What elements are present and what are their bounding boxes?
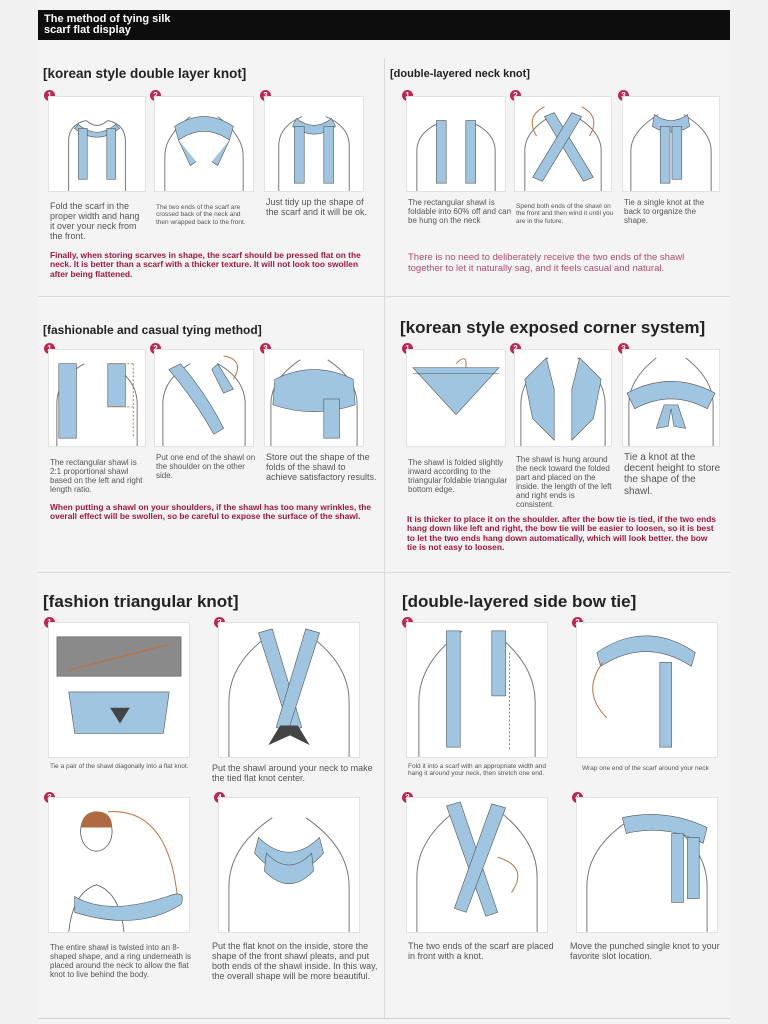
scarf-illustration (577, 798, 717, 932)
step-caption: The rectangular shawl is 2:1 proportional shawl based on the left and right length ratio. (50, 458, 143, 494)
step-caption: Fold the scarf in the proper width and hang it over your neck from the front. (50, 201, 140, 242)
step-caption: Put the shawl around your neck to make the tied flat knot center. (212, 763, 373, 784)
section-note: When putting a shawl on your shoulders, if the shawl has too many wrinkles, the overall effect will be swollen, so be careful to expose the surface of the shawl. (50, 502, 372, 522)
scarf-illustration (515, 350, 611, 446)
step-caption: Tie a pair of the shawl diagonally into a flat knot. (50, 763, 189, 770)
illustration-box (264, 349, 364, 447)
scarf-illustration (515, 97, 611, 191)
step-caption: Tie a knot at the decent height to store the shape of the shawl. (624, 452, 721, 497)
illustration-box (622, 349, 720, 447)
step-caption: Put one end of the shawl on the shoulder on the other side. (156, 453, 256, 480)
row-divider-1 (38, 296, 730, 297)
scarf-illustration (219, 798, 359, 932)
section-title-fashion-triangular: [fashion triangular knot] (43, 592, 239, 611)
bottom-divider (38, 1018, 730, 1019)
step-caption: The two ends of the scarf are crossed back of the neck and then wrapped back to the front. (156, 204, 246, 226)
step-caption: The two ends of the scarf are placed in front with a knot. (408, 941, 554, 962)
section-title-double-layered-side-bow: [double-layered side bow tie] (402, 592, 637, 611)
step-caption: Spend both ends of the shawl on the front and then wind it until you are in the future. (516, 203, 614, 225)
column-divider (384, 58, 385, 1018)
illustration-box (406, 349, 506, 447)
header-title-line1: The method of tying silk (44, 13, 171, 25)
scarf-illustration (155, 97, 253, 191)
scarf-illustration (407, 97, 505, 191)
scarf-illustration (155, 350, 253, 446)
scarf-illustration (623, 350, 719, 446)
scarf-illustration (219, 623, 359, 757)
illustration-box (218, 797, 360, 933)
illustration-box (154, 96, 254, 192)
section-title-korean-double-layer: [korean style double layer knot] (43, 66, 247, 81)
scarf-illustration (407, 623, 547, 757)
section-note: It is thicker to place it on the shoulder. after the bow tie is tied, if the two ends hang down like left and right, the bow tie will be easier to loosen, so it is best to let the two ends hang down automatically, which will look better. the bow tie is not easy to loosen. (407, 514, 716, 553)
illustration-box (48, 96, 146, 192)
section-title-double-layered-neck: [double-layered neck knot] (390, 68, 530, 80)
step-caption: The shawl is hung around the neck toward the folded part and placed on the inside. the length of the left and right ends is consistent. (516, 455, 612, 509)
illustration-box (406, 622, 548, 758)
page-header (38, 10, 730, 40)
scarf-illustration (49, 350, 145, 446)
step-caption: Move the punched single knot to your favorite slot location. (570, 941, 720, 962)
illustration-box (218, 622, 360, 758)
scarf-illustration (623, 97, 719, 191)
illustration-box (406, 96, 506, 192)
section-title-korean-exposed-corner: [korean style exposed corner system] (400, 318, 706, 337)
step-caption: The rectangular shawl is foldable into 60% off and can be hung on the neck (408, 198, 512, 225)
step-caption: The shawl is folded slightly inward according to the triangular foldable triangular bottom edge. (408, 458, 508, 494)
scarf-illustration (49, 623, 189, 757)
illustration-box (514, 349, 612, 447)
section-note: There is no need to deliberately receive the two ends of the shawl together to let it naturally sag, and it feels casual and natural. (408, 252, 685, 274)
illustration-box (48, 349, 146, 447)
illustration-box (576, 797, 718, 933)
scarf-illustration (407, 798, 547, 932)
illustration-box (406, 797, 548, 933)
illustration-box (514, 96, 612, 192)
scarf-illustration (407, 350, 505, 446)
step-caption: Put the flat knot on the inside, store the shape of the front shawl pleats, and put both ends of the shawl inside. In this way, the overall shape will be more beautiful. (212, 941, 378, 982)
illustration-box (264, 96, 364, 192)
illustration-box (622, 96, 720, 192)
illustration-box (576, 622, 718, 758)
step-caption: Tie a single knot at the back to organize the shape. (624, 198, 705, 225)
scarf-illustration (265, 97, 363, 191)
row-divider-2 (38, 572, 730, 573)
step-caption: Wrap one end of the scarf around your neck (582, 765, 709, 772)
step-caption: Store out the shape of the folds of the shawl to achieve satisfactory results. (266, 452, 377, 483)
section-note: Finally, when storing scarves in shape, the scarf should be pressed flat on the neck. It is better than a scarf with a thicker texture. It will not look too swollen after being flattened. (50, 250, 361, 279)
illustration-box (48, 797, 190, 933)
header-title-line2: scarf flat display (44, 24, 131, 36)
step-caption: The entire shawl is twisted into an 8-shaped shape, and a ring underneath is placed around the neck to allow the flat knot to live behind the body. (50, 943, 191, 979)
illustration-box (154, 349, 254, 447)
section-title-fashionable-casual: [fashionable and casual tying method] (43, 323, 262, 337)
scarf-illustration (265, 350, 363, 446)
step-caption: Just tidy up the shape of the scarf and it will be ok. (266, 197, 368, 218)
illustration-box (48, 622, 190, 758)
scarf-illustration (49, 97, 145, 191)
scarf-illustration (49, 798, 189, 932)
scarf-illustration (577, 623, 717, 757)
step-caption: Fold it into a scarf with an appropriate width and hang it around your neck, then stretch one end. (408, 763, 547, 778)
